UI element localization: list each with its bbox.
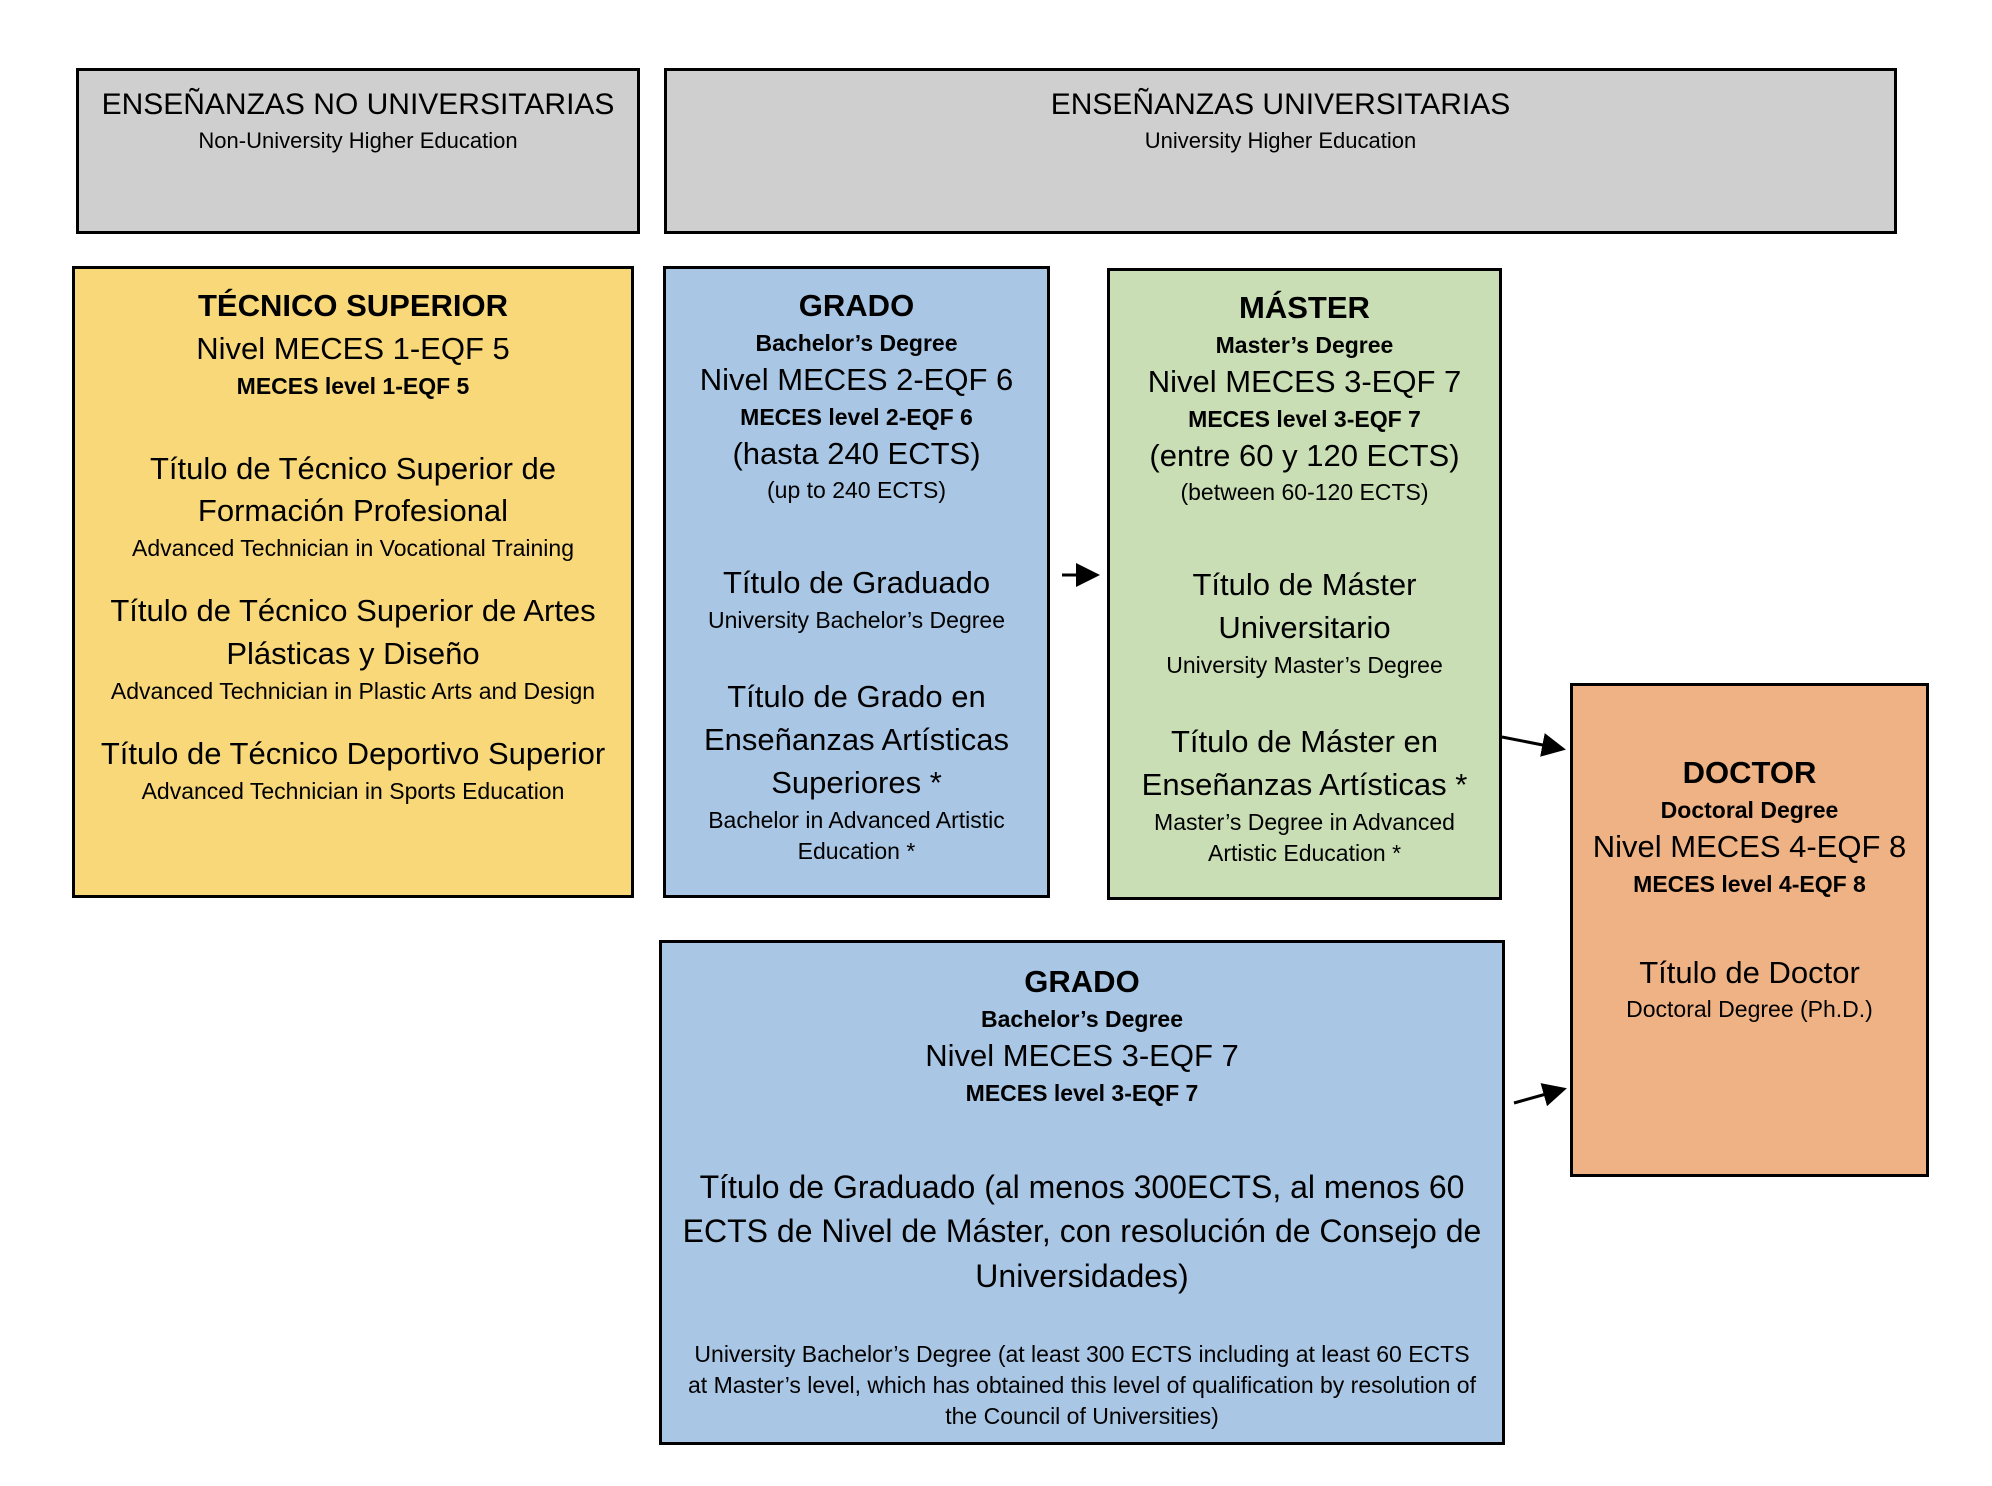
level-en: MECES level 4-EQF 8 [1633,870,1866,897]
ects-es: (hasta 240 ECTS) [732,435,981,471]
box-title: GRADO [1024,964,1140,999]
arrow-grado-300-to-doctor [1514,1089,1564,1103]
qualification-en: University Bachelor’s Degree (at least 300 ECTS including at least 60 ECTS at Master’s level, which has obtained this level of qualification by resolution of the Council of Universities) [688,1341,1476,1430]
box-title-en: Master’s Degree [1215,331,1394,358]
qualification-es: Título de Grado en Enseñanzas Artísticas Superiores * [704,679,1009,800]
level-es: Nivel MECES 3-EQF 7 [1147,363,1462,399]
level-es: Nivel MECES 1-EQF 5 [196,330,510,366]
box-title: DOCTOR [1682,755,1817,790]
level-es: Nivel MECES 3-EQF 7 [925,1037,1239,1073]
header-university-title: ENSEÑANZAS UNIVERSITARIAS [1050,88,1511,121]
level-es: Nivel MECES 4-EQF 8 [1592,828,1907,864]
qualification-es: Título de Graduado (al menos 300ECTS, al menos 60 ECTS de Nivel de Máster, con resolución de Consejo de Universidades) [682,1168,1482,1295]
level-en: MECES level 3-EQF 7 [965,1079,1199,1106]
arrow-master-to-doctor [1502,737,1563,749]
box-grado [663,266,1050,898]
level-es: Nivel MECES 2-EQF 6 [699,361,1014,397]
box-tecnico-superior [72,266,634,898]
qualification-en: Bachelor in Advanced Artistic Education * [708,806,1005,864]
qualification-es: Título de Máster en Enseñanzas Artísticas * [1141,724,1468,802]
qualification-es: Título de Técnico Deportivo Superior [100,735,606,771]
qualification-en: Advanced Technician in Plastic Arts and Design [110,677,596,704]
header-university [664,68,1897,234]
ects-es: (entre 60 y 120 ECTS) [1149,437,1460,473]
box-title: MÁSTER [1239,290,1370,325]
header-non-university [76,68,640,234]
header-non-university-subtitle: Non-University Higher Education [198,127,518,153]
box-title: GRADO [798,288,915,323]
qualification-es: Título de Graduado [722,565,991,601]
ects-en: (up to 240 ECTS) [767,477,946,504]
qualification-en: Master’s Degree in Advanced Artistic Education * [1154,808,1455,866]
box-title-en: Bachelor’s Degree [981,1005,1183,1032]
box-grado-300 [659,940,1505,1445]
box-doctor [1570,683,1929,1177]
level-en: MECES level 3-EQF 7 [1188,405,1421,432]
qualification-es: Título de Máster Universitario [1192,567,1417,646]
ects-en: (between 60-120 ECTS) [1180,479,1429,506]
header-non-university-title: ENSEÑANZAS NO UNIVERSITARIAS [101,88,615,121]
qualification-es: Título de Técnico Superior de Artes Plásticas y Diseño [110,593,596,671]
qualification-es: Título de Doctor [1639,954,1860,990]
header-university-subtitle: University Higher Education [1144,127,1417,153]
qualification-en: University Bachelor’s Degree [707,607,1005,634]
box-master [1107,268,1502,900]
qualification-es: Título de Técnico Superior de Formación Profesional [149,450,557,529]
qualification-en: Doctoral Degree (Ph.D.) [1626,996,1873,1023]
qualification-en: University Master’s Degree [1166,651,1443,678]
level-en: MECES level 1-EQF 5 [236,372,470,399]
box-title-en: Bachelor’s Degree [755,329,958,356]
box-title-en: Doctoral Degree [1660,796,1839,823]
level-en: MECES level 2-EQF 6 [740,403,973,430]
box-title: TÉCNICO SUPERIOR [197,288,509,323]
qualification-en: Advanced Technician in Sports Education [141,777,565,804]
qualification-en: Advanced Technician in Vocational Training [132,535,574,562]
